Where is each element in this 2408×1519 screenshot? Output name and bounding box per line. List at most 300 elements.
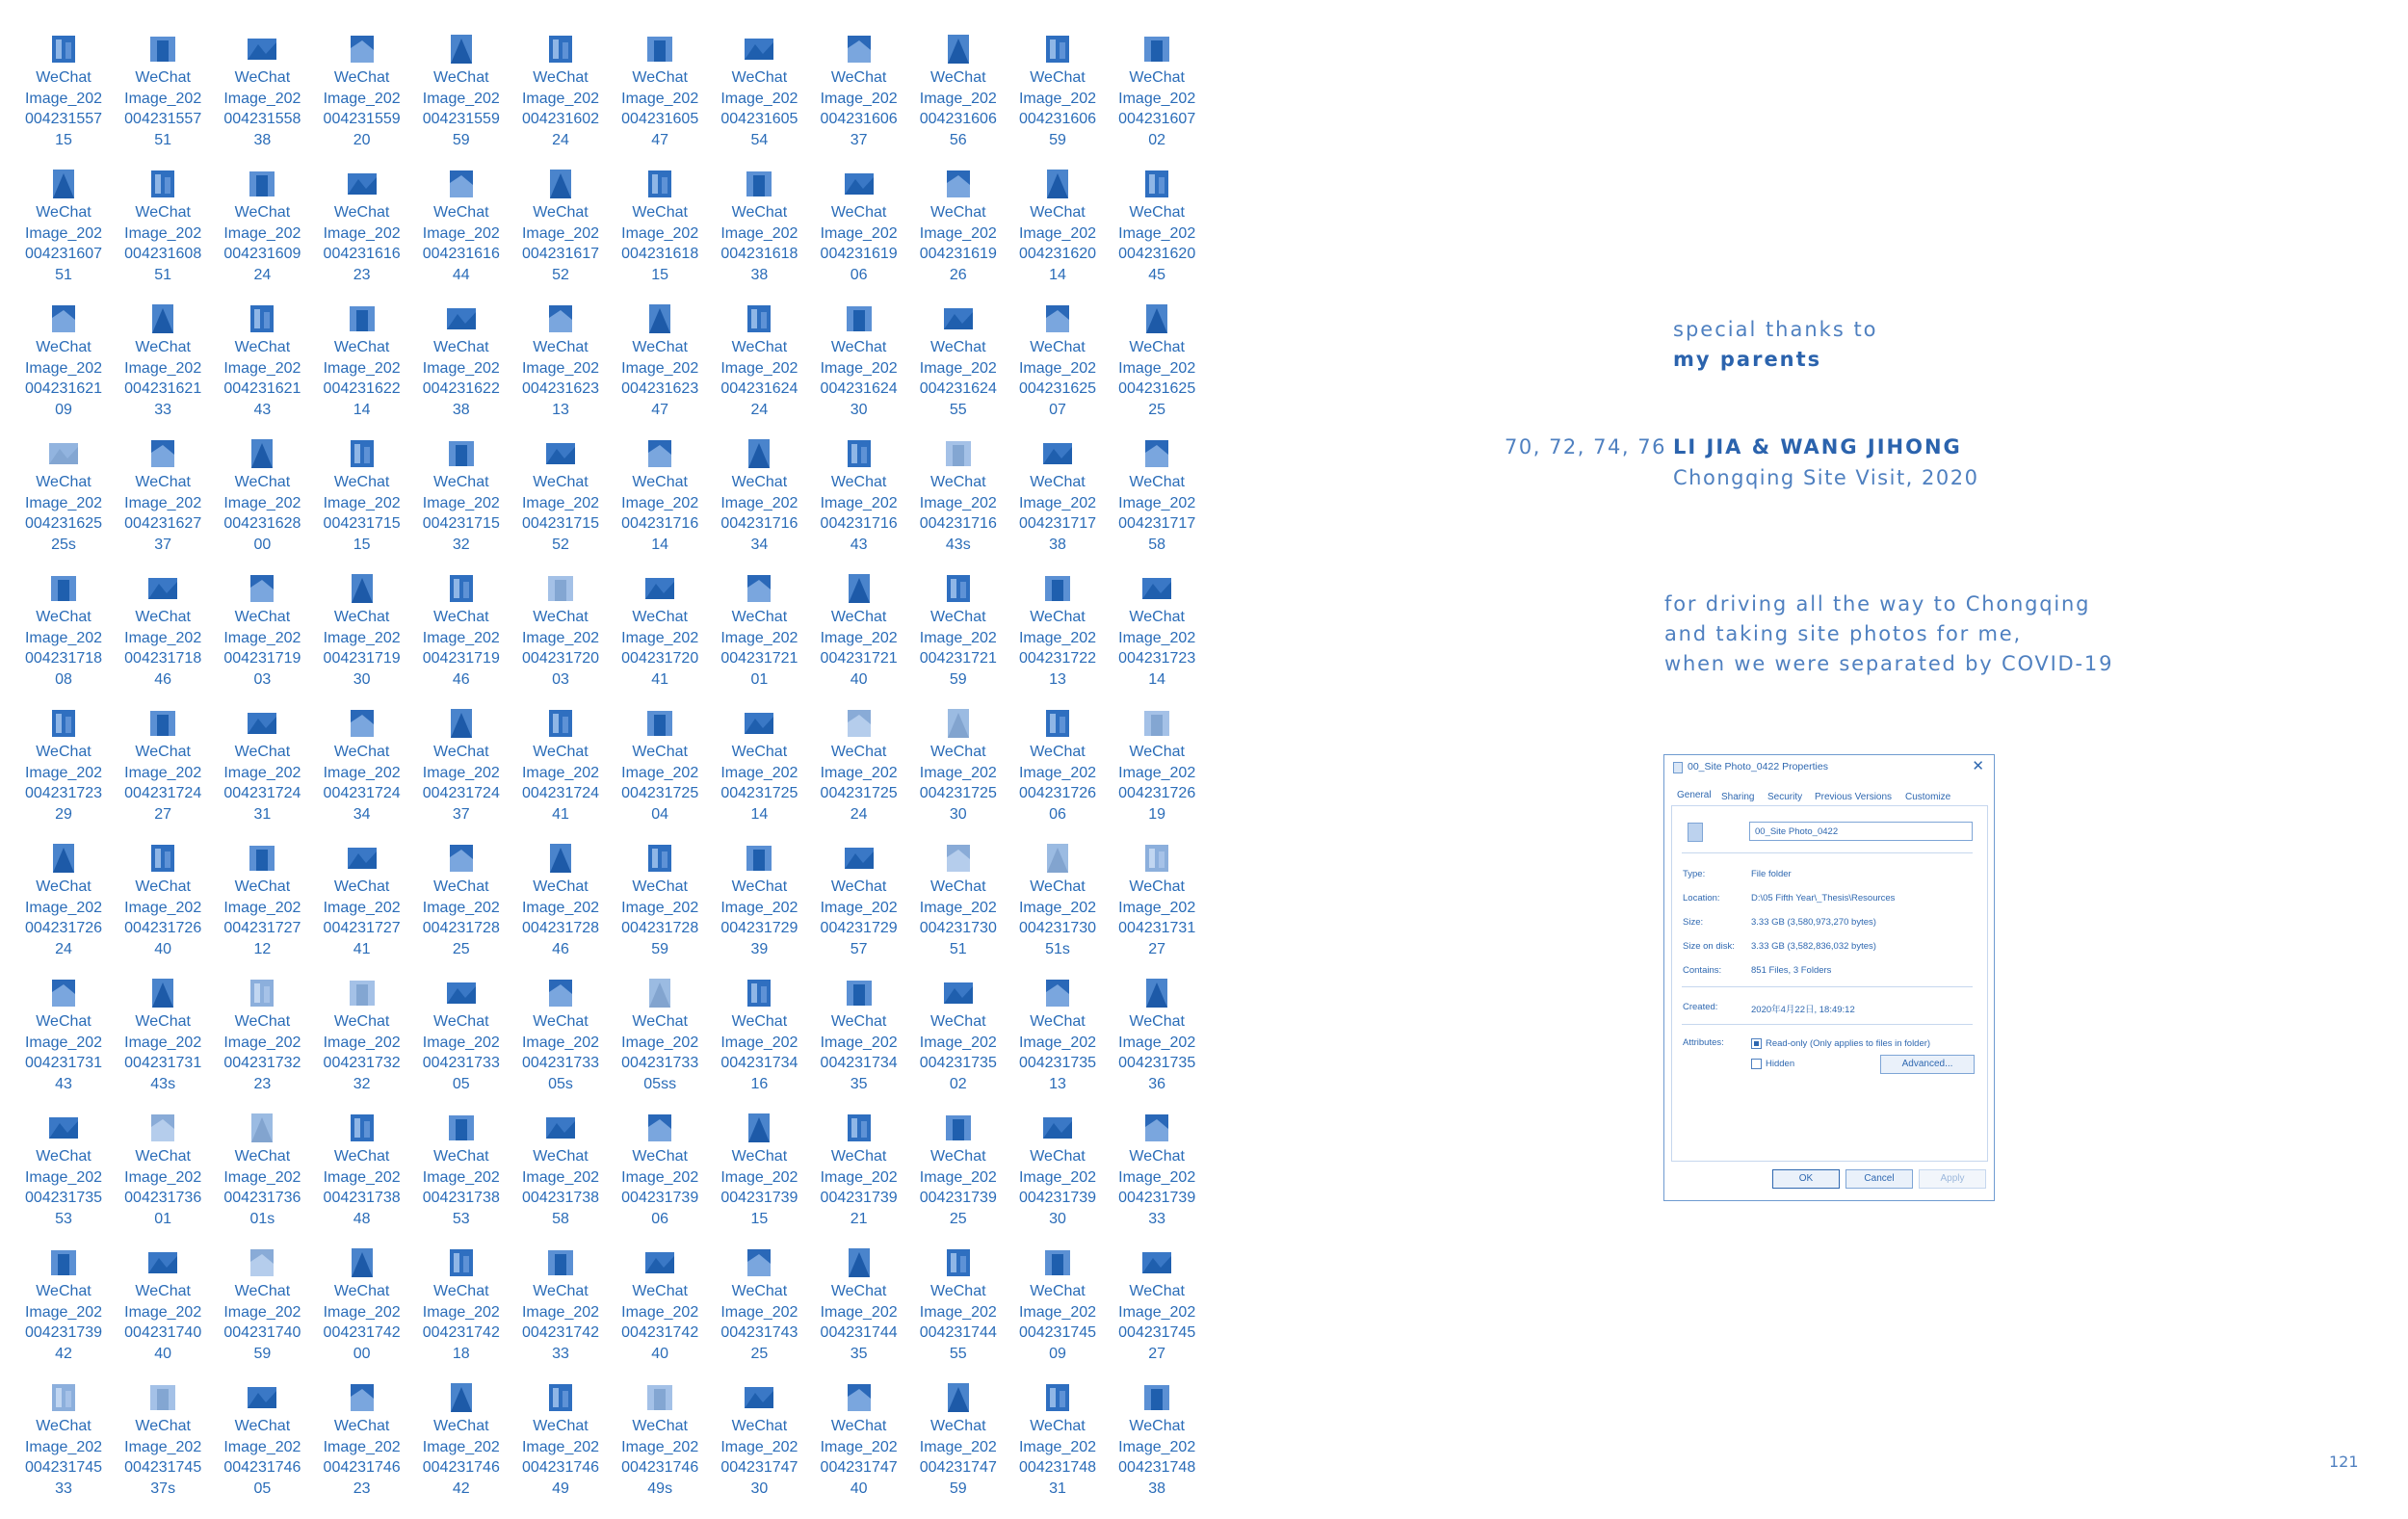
file-item[interactable] <box>709 570 809 705</box>
file-item[interactable] <box>908 1244 1008 1379</box>
file-item[interactable] <box>1008 975 1108 1110</box>
file-item[interactable] <box>1107 975 1207 1110</box>
file-item[interactable] <box>13 1244 114 1379</box>
file-item[interactable] <box>809 1379 909 1514</box>
image-thumbnail-icon <box>642 705 677 740</box>
image-thumbnail-icon <box>1040 840 1075 875</box>
file-name: WeChat Image_202 004231625 25 <box>1118 339 1196 418</box>
site-visit-caption: Chongqing Site Visit, 2020 <box>1673 466 1979 489</box>
file-item[interactable] <box>709 166 809 301</box>
file-item[interactable] <box>1008 1379 1108 1514</box>
file-item[interactable] <box>610 166 710 301</box>
file-name: WeChat Image_202 004231624 30 <box>820 339 898 418</box>
image-thumbnail-icon <box>642 435 677 470</box>
file-name: WeChat Image_202 004231723 29 <box>24 744 103 823</box>
image-thumbnail-icon <box>1040 705 1075 740</box>
image-thumbnail-icon <box>46 301 81 335</box>
image-thumbnail-icon <box>642 570 677 605</box>
file-item[interactable] <box>510 31 611 166</box>
file-item[interactable] <box>312 435 412 570</box>
apply-button[interactable]: Apply <box>1919 1169 1986 1189</box>
image-thumbnail-icon <box>543 705 578 740</box>
file-item[interactable] <box>411 435 511 570</box>
file-item[interactable] <box>510 166 611 301</box>
image-thumbnail-icon <box>245 166 279 200</box>
file-item[interactable] <box>113 840 213 975</box>
file-name: WeChat Image_202 004231733 05s <box>521 1013 600 1092</box>
file-item[interactable] <box>709 435 809 570</box>
file-item[interactable] <box>113 975 213 1110</box>
advanced-button[interactable]: Advanced... <box>1880 1055 1975 1074</box>
file-name: WeChat Image_202 004231728 59 <box>621 878 699 957</box>
file-name: WeChat Image_202 004231739 25 <box>919 1148 997 1227</box>
image-thumbnail-icon <box>145 1379 180 1414</box>
file-item[interactable] <box>510 570 611 705</box>
file-name: WeChat Image_202 004231619 26 <box>919 204 997 283</box>
file-name: WeChat Image_202 004231557 15 <box>24 69 103 148</box>
tab-previous-versions[interactable]: Previous Versions <box>1815 792 1893 802</box>
file-item[interactable] <box>212 1379 312 1514</box>
file-item[interactable] <box>610 435 710 570</box>
file-item[interactable] <box>610 1110 710 1244</box>
divider <box>1682 986 1973 987</box>
file-name: WeChat Image_202 004231605 47 <box>621 69 699 148</box>
image-thumbnail-icon <box>842 975 877 1009</box>
tab-customize[interactable]: Customize <box>1905 792 1951 802</box>
image-thumbnail-icon <box>941 1244 976 1279</box>
file-item[interactable] <box>113 435 213 570</box>
file-item[interactable] <box>411 840 511 975</box>
image-thumbnail-icon <box>345 975 380 1009</box>
file-name: WeChat Image_202 004231736 01s <box>223 1148 301 1227</box>
image-thumbnail-icon <box>543 570 578 605</box>
folder-name-field[interactable]: 00_Site Photo_0422 <box>1749 822 1973 841</box>
file-name: WeChat Image_202 004231734 35 <box>820 1013 898 1092</box>
image-thumbnail-icon <box>642 31 677 65</box>
file-name: WeChat Image_202 004231559 20 <box>323 69 401 148</box>
file-item[interactable] <box>510 1244 611 1379</box>
image-thumbnail-icon <box>941 975 976 1009</box>
file-item[interactable] <box>212 435 312 570</box>
contains-value: 851 Files, 3 Folders <box>1751 965 1832 976</box>
file-item[interactable] <box>113 705 213 840</box>
image-thumbnail-icon <box>742 166 776 200</box>
location-label: Location: <box>1683 893 1720 904</box>
image-thumbnail-icon <box>742 1110 776 1144</box>
file-name: WeChat Image_202 004231731 27 <box>1118 878 1196 957</box>
image-thumbnail-icon <box>543 435 578 470</box>
image-thumbnail-icon <box>46 1244 81 1279</box>
file-item[interactable] <box>908 975 1008 1110</box>
file-name: WeChat Image_202 004231621 43 <box>223 339 301 418</box>
image-thumbnail-icon <box>742 1379 776 1414</box>
file-item[interactable] <box>610 1379 710 1514</box>
file-item[interactable] <box>809 301 909 435</box>
file-name: WeChat Image_202 004231732 23 <box>223 1013 301 1092</box>
image-thumbnail-icon <box>1139 1379 1174 1414</box>
image-thumbnail-icon <box>742 840 776 875</box>
image-thumbnail-icon <box>941 435 976 470</box>
file-item[interactable] <box>908 840 1008 975</box>
file-item[interactable] <box>13 31 114 166</box>
file-item[interactable] <box>113 570 213 705</box>
image-thumbnail-icon <box>1040 166 1075 200</box>
file-item[interactable] <box>908 166 1008 301</box>
file-name: WeChat Image_202 004231729 39 <box>720 878 798 957</box>
file-name: WeChat Image_202 004231745 37s <box>124 1418 202 1497</box>
image-thumbnail-icon <box>145 975 180 1009</box>
file-item[interactable] <box>212 570 312 705</box>
image-thumbnail-icon <box>145 705 180 740</box>
file-item[interactable] <box>510 975 611 1110</box>
file-name: WeChat Image_202 004231742 40 <box>621 1283 699 1362</box>
image-thumbnail-icon <box>46 975 81 1009</box>
file-item[interactable] <box>212 975 312 1110</box>
image-thumbnail-icon <box>1139 975 1174 1009</box>
file-name: WeChat Image_202 004231718 08 <box>24 609 103 688</box>
file-item[interactable] <box>1107 705 1207 840</box>
image-thumbnail-icon <box>543 975 578 1009</box>
file-name: WeChat Image_202 004231740 40 <box>124 1283 202 1362</box>
file-item[interactable] <box>510 301 611 435</box>
file-item[interactable] <box>709 705 809 840</box>
image-thumbnail-icon <box>245 1110 279 1144</box>
file-item[interactable] <box>1008 840 1108 975</box>
file-item[interactable] <box>212 166 312 301</box>
image-thumbnail-icon <box>543 1244 578 1279</box>
file-name: WeChat Image_202 004231727 12 <box>223 878 301 957</box>
file-item[interactable] <box>13 975 114 1110</box>
image-thumbnail-icon <box>543 1110 578 1144</box>
file-name: WeChat Image_202 004231724 37 <box>422 744 500 823</box>
file-name: WeChat Image_202 004231715 15 <box>323 474 401 553</box>
file-name: WeChat Image_202 004231721 01 <box>720 609 798 688</box>
file-item[interactable] <box>809 166 909 301</box>
type-label: Type: <box>1683 869 1706 879</box>
file-item[interactable] <box>212 705 312 840</box>
file-item[interactable] <box>1107 1244 1207 1379</box>
file-name: WeChat Image_202 004231625 07 <box>1018 339 1097 418</box>
image-thumbnail-icon <box>1139 166 1174 200</box>
file-item[interactable] <box>13 1379 114 1514</box>
file-item[interactable] <box>610 705 710 840</box>
file-name: WeChat Image_202 004231727 41 <box>323 878 401 957</box>
image-thumbnail-icon <box>444 840 479 875</box>
file-item[interactable] <box>411 570 511 705</box>
image-thumbnail-icon <box>842 570 877 605</box>
image-thumbnail-icon <box>1040 31 1075 65</box>
properties-dialog <box>1663 754 1995 1201</box>
image-thumbnail-icon <box>842 435 877 470</box>
file-name: WeChat Image_202 004231620 45 <box>1118 204 1196 283</box>
file-name: WeChat Image_202 004231717 58 <box>1118 474 1196 553</box>
image-thumbnail-icon <box>145 31 180 65</box>
file-item[interactable] <box>1107 166 1207 301</box>
file-item[interactable] <box>113 301 213 435</box>
file-item[interactable] <box>610 975 710 1110</box>
file-item[interactable] <box>709 840 809 975</box>
file-item[interactable] <box>510 1379 611 1514</box>
file-name: WeChat Image_202 004231735 13 <box>1018 1013 1097 1092</box>
file-item[interactable] <box>809 31 909 166</box>
hidden-checkbox[interactable] <box>1751 1059 1762 1069</box>
file-item[interactable] <box>510 1110 611 1244</box>
file-item[interactable] <box>1008 570 1108 705</box>
thanks-label: special thanks to <box>1673 318 1878 341</box>
file-item[interactable] <box>1008 166 1108 301</box>
image-thumbnail-icon <box>145 1110 180 1144</box>
file-name: WeChat Image_202 004231724 31 <box>223 744 301 823</box>
file-item[interactable] <box>908 1379 1008 1514</box>
file-name: WeChat Image_202 004231717 38 <box>1018 474 1097 553</box>
file-name: WeChat Image_202 004231621 09 <box>24 339 103 418</box>
image-thumbnail-icon <box>642 1110 677 1144</box>
image-thumbnail-icon <box>145 1244 180 1279</box>
tab-general[interactable]: General <box>1677 790 1712 800</box>
image-thumbnail-icon <box>245 1244 279 1279</box>
image-thumbnail-icon <box>245 435 279 470</box>
file-item[interactable] <box>809 975 909 1110</box>
file-item[interactable] <box>312 1110 412 1244</box>
file-name: WeChat Image_202 004231726 06 <box>1018 744 1097 823</box>
file-item[interactable] <box>610 570 710 705</box>
file-item[interactable] <box>13 166 114 301</box>
image-thumbnail-icon <box>742 705 776 740</box>
cancel-button[interactable]: Cancel <box>1845 1169 1913 1189</box>
file-item[interactable] <box>908 301 1008 435</box>
image-thumbnail-icon <box>1139 1244 1174 1279</box>
file-item[interactable] <box>312 705 412 840</box>
file-item[interactable] <box>312 166 412 301</box>
file-item[interactable] <box>1008 705 1108 840</box>
file-item[interactable] <box>709 301 809 435</box>
file-item[interactable] <box>709 1244 809 1379</box>
file-item[interactable] <box>113 1244 213 1379</box>
file-item[interactable] <box>13 570 114 705</box>
file-name: WeChat Image_202 004231608 51 <box>124 204 202 283</box>
file-item[interactable] <box>709 975 809 1110</box>
file-item[interactable] <box>411 975 511 1110</box>
image-thumbnail-icon <box>444 166 479 200</box>
attributes-label: Attributes: <box>1683 1037 1724 1048</box>
file-item[interactable] <box>1008 31 1108 166</box>
file-item[interactable] <box>709 31 809 166</box>
image-thumbnail-icon <box>1139 570 1174 605</box>
image-thumbnail-icon <box>345 301 380 335</box>
file-name: WeChat Image_202 004231622 14 <box>323 339 401 418</box>
file-name: WeChat Image_202 004231746 49 <box>521 1418 600 1497</box>
close-icon[interactable]: ✕ <box>1972 758 1984 774</box>
file-item[interactable] <box>312 301 412 435</box>
file-item[interactable] <box>1008 301 1108 435</box>
file-item[interactable] <box>809 705 909 840</box>
file-item[interactable] <box>411 166 511 301</box>
image-thumbnail-icon <box>1040 1244 1075 1279</box>
file-name: WeChat Image_202 004231735 53 <box>24 1148 103 1227</box>
file-item[interactable] <box>709 1110 809 1244</box>
file-item[interactable] <box>908 31 1008 166</box>
image-thumbnail-icon <box>941 570 976 605</box>
file-item[interactable] <box>809 840 909 975</box>
general-tab-panel <box>1671 805 1988 1162</box>
image-thumbnail-icon <box>245 975 279 1009</box>
file-item[interactable] <box>312 840 412 975</box>
file-item[interactable] <box>908 570 1008 705</box>
image-thumbnail-icon <box>842 31 877 65</box>
file-name: WeChat Image_202 004231607 51 <box>24 204 103 283</box>
file-name: WeChat Image_202 004231606 59 <box>1018 69 1097 148</box>
file-item[interactable] <box>13 1110 114 1244</box>
file-item[interactable] <box>411 1244 511 1379</box>
file-name: WeChat Image_202 004231733 05ss <box>621 1013 699 1092</box>
ok-button[interactable]: OK <box>1772 1169 1840 1189</box>
image-thumbnail-icon <box>1040 435 1075 470</box>
file-name: WeChat Image_202 004231724 27 <box>124 744 202 823</box>
file-item[interactable] <box>1107 1379 1207 1514</box>
file-item[interactable] <box>809 1244 909 1379</box>
image-thumbnail-icon <box>941 840 976 875</box>
file-item[interactable] <box>312 570 412 705</box>
file-item[interactable] <box>1107 31 1207 166</box>
file-item[interactable] <box>510 840 611 975</box>
image-thumbnail-icon <box>245 705 279 740</box>
file-item[interactable] <box>1107 840 1207 975</box>
contains-label: Contains: <box>1683 965 1722 976</box>
file-item[interactable] <box>809 435 909 570</box>
file-item[interactable] <box>809 1110 909 1244</box>
file-item[interactable] <box>312 1379 412 1514</box>
file-name: WeChat Image_202 004231735 02 <box>919 1013 997 1092</box>
file-item[interactable] <box>411 1110 511 1244</box>
file-name: WeChat Image_202 004231559 59 <box>422 69 500 148</box>
file-item[interactable] <box>312 1244 412 1379</box>
image-thumbnail-icon <box>46 31 81 65</box>
file-item[interactable] <box>113 31 213 166</box>
image-thumbnail-icon <box>941 301 976 335</box>
image-thumbnail-icon <box>1139 301 1174 335</box>
image-thumbnail-icon <box>842 705 877 740</box>
file-name: WeChat Image_202 004231743 25 <box>720 1283 798 1362</box>
file-item[interactable] <box>809 570 909 705</box>
image-thumbnail-icon <box>1040 1110 1075 1144</box>
file-item[interactable] <box>212 31 312 166</box>
file-item[interactable] <box>312 31 412 166</box>
file-name: WeChat Image_202 004231738 53 <box>422 1148 500 1227</box>
file-item[interactable] <box>510 435 611 570</box>
file-item[interactable] <box>13 840 114 975</box>
file-item[interactable] <box>1107 1110 1207 1244</box>
file-name: WeChat Image_202 004231718 46 <box>124 609 202 688</box>
page-number: 121 <box>2329 1453 2359 1471</box>
photographers: LI JIA & WANG JIHONG <box>1673 435 1962 458</box>
file-item[interactable] <box>212 1110 312 1244</box>
file-item[interactable] <box>411 1379 511 1514</box>
image-thumbnail-icon <box>842 1244 877 1279</box>
file-name: WeChat Image_202 004231730 51 <box>919 878 997 957</box>
tab-security[interactable]: Security <box>1767 792 1803 802</box>
image-thumbnail-icon <box>1139 1110 1174 1144</box>
file-item[interactable] <box>13 301 114 435</box>
file-item[interactable] <box>908 705 1008 840</box>
image-thumbnail-icon <box>245 301 279 335</box>
file-name: WeChat Image_202 004231625 25s <box>24 474 103 553</box>
file-item[interactable] <box>411 705 511 840</box>
image-thumbnail-icon <box>543 1379 578 1414</box>
file-item[interactable] <box>1107 301 1207 435</box>
file-item[interactable] <box>1008 1244 1108 1379</box>
file-item[interactable] <box>610 1244 710 1379</box>
file-item[interactable] <box>510 705 611 840</box>
image-thumbnail-icon <box>444 705 479 740</box>
image-thumbnail-icon <box>842 1379 877 1414</box>
tab-sharing[interactable]: Sharing <box>1721 792 1755 802</box>
file-item[interactable] <box>212 840 312 975</box>
image-thumbnail-icon <box>1040 301 1075 335</box>
file-item[interactable] <box>13 705 114 840</box>
file-item[interactable] <box>709 1379 809 1514</box>
file-item[interactable] <box>411 31 511 166</box>
file-name: WeChat Image_202 004231716 43 <box>820 474 898 553</box>
image-thumbnail-icon <box>345 1244 380 1279</box>
file-item[interactable] <box>1107 570 1207 705</box>
hidden-label: Hidden <box>1766 1059 1795 1069</box>
image-thumbnail-icon <box>842 840 877 875</box>
file-name: WeChat Image_202 004231715 52 <box>521 474 600 553</box>
file-item[interactable] <box>1107 435 1207 570</box>
image-thumbnail-icon <box>444 435 479 470</box>
file-name: WeChat Image_202 004231618 15 <box>621 204 699 283</box>
file-name: WeChat Image_202 004231747 30 <box>720 1418 798 1497</box>
file-name: WeChat Image_202 004231716 14 <box>621 474 699 553</box>
file-item[interactable] <box>1008 435 1108 570</box>
file-name: WeChat Image_202 004231726 24 <box>24 878 103 957</box>
file-name: WeChat Image_202 004231746 49s <box>621 1418 699 1497</box>
file-name: WeChat Image_202 004231716 34 <box>720 474 798 553</box>
file-item[interactable] <box>113 1110 213 1244</box>
file-name: WeChat Image_202 004231745 33 <box>24 1418 103 1497</box>
file-name: WeChat Image_202 004231605 54 <box>720 69 798 148</box>
image-thumbnail-icon <box>1040 570 1075 605</box>
image-thumbnail-icon <box>642 166 677 200</box>
image-thumbnail-icon <box>46 705 81 740</box>
file-name: WeChat Image_202 004231747 59 <box>919 1418 997 1497</box>
file-name: WeChat Image_202 004231725 30 <box>919 744 997 823</box>
file-item[interactable] <box>411 301 511 435</box>
image-thumbnail-icon <box>1139 705 1174 740</box>
file-item[interactable] <box>610 31 710 166</box>
file-item[interactable] <box>113 1379 213 1514</box>
file-name: WeChat Image_202 004231724 34 <box>323 744 401 823</box>
file-name: WeChat Image_202 004231719 30 <box>323 609 401 688</box>
file-name: WeChat Image_202 004231746 42 <box>422 1418 500 1497</box>
file-item[interactable] <box>312 975 412 1110</box>
folder-icon <box>1673 762 1683 773</box>
image-thumbnail-icon <box>145 301 180 335</box>
file-item[interactable] <box>212 1244 312 1379</box>
file-item[interactable] <box>212 301 312 435</box>
file-name: WeChat Image_202 004231726 40 <box>124 878 202 957</box>
file-item[interactable] <box>1008 1110 1108 1244</box>
file-item[interactable] <box>610 301 710 435</box>
file-item[interactable] <box>610 840 710 975</box>
image-thumbnail-icon <box>941 1110 976 1144</box>
readonly-checkbox[interactable] <box>1751 1038 1762 1049</box>
file-name: WeChat Image_202 004231723 14 <box>1118 609 1196 688</box>
file-item[interactable] <box>908 1110 1008 1244</box>
file-item[interactable] <box>113 166 213 301</box>
file-item[interactable] <box>13 435 114 570</box>
file-item[interactable] <box>908 435 1008 570</box>
